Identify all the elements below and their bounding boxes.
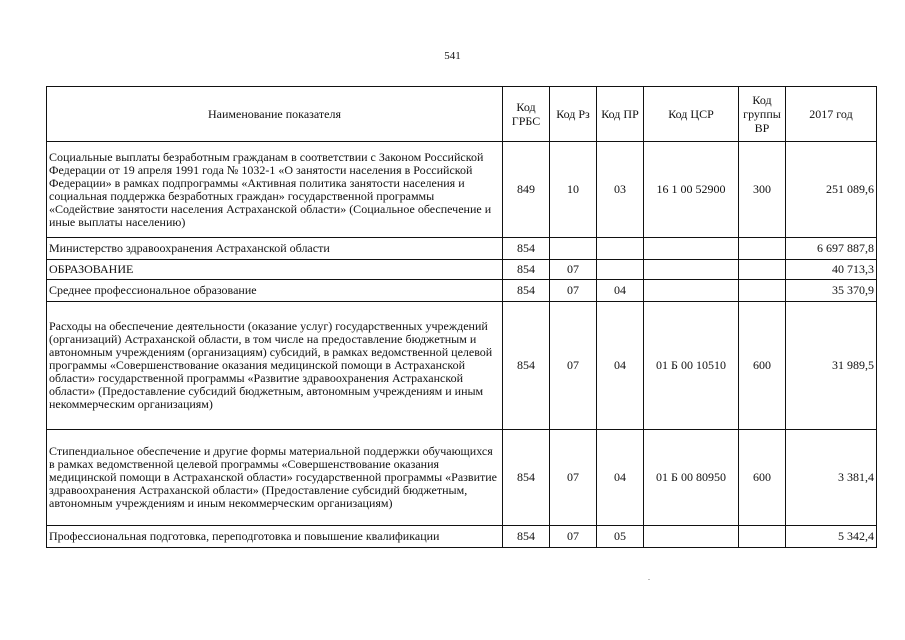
row-csr: 01 Б 00 10510 [644,302,739,430]
row-name: Министерство здравоохранения Астраханской области [47,238,503,260]
row-grbs: 849 [503,142,550,238]
row-csr [644,526,739,548]
row-pr: 04 [597,280,644,302]
row-csr: 16 1 00 52900 [644,142,739,238]
row-grbs: 854 [503,302,550,430]
row-vr [739,526,786,548]
row-grbs: 854 [503,260,550,280]
row-grbs: 854 [503,526,550,548]
row-pr [597,260,644,280]
row-vr [739,238,786,260]
row-rz: 07 [550,260,597,280]
row-name: Социальные выплаты безработным гражданам в соответствии с Законом Российской Федерации от 19 апреля 1991 года № 1032-1 «О занятости населения в Российской Федерации» в рамках подпрограммы «Активная политика занятости населения и социальная поддержка безработных граждан» государственной программы «Содействие занятости населения Астраханской области» (Социальное обеспечение и иные выплаты населению) [47,142,503,238]
row-amount: 3 381,4 [786,430,877,526]
row-rz: 07 [550,302,597,430]
header-rz: Код Рз [550,87,597,142]
table-row [47,260,877,280]
row-rz: 07 [550,280,597,302]
row-grbs: 854 [503,280,550,302]
row-pr: 03 [597,142,644,238]
row-vr: 600 [739,302,786,430]
row-amount: 5 342,4 [786,526,877,548]
row-name: Среднее профессиональное образование [47,280,503,302]
header-row [47,87,877,142]
row-grbs: 854 [503,238,550,260]
table-row [47,238,877,260]
header-vr: Код группы ВР [739,87,786,142]
row-csr [644,260,739,280]
table-row [47,302,877,430]
row-pr: 04 [597,430,644,526]
row-amount: 40 713,3 [786,260,877,280]
page-number: 541 [444,50,461,62]
row-name: Стипендиальное обеспечение и другие формы материальной поддержки обучающихся в рамках ведомственной целевой программы «Совершенствование оказания медицинской помощи в Астраханской области» государственной программы «Развитие здравоохранения Астраханской области» (Предоставление субсидий бюджетным, автономным учреждениям и иным некоммерческим организациям) [47,430,503,526]
header-csr: Код ЦСР [644,87,739,142]
row-pr [597,238,644,260]
table-row [47,142,877,238]
row-rz [550,238,597,260]
row-vr [739,260,786,280]
row-amount: 31 989,5 [786,302,877,430]
row-amount: 6 697 887,8 [786,238,877,260]
row-csr [644,280,739,302]
table-row [47,280,877,302]
table-row [47,430,877,526]
row-pr: 05 [597,526,644,548]
row-csr [644,238,739,260]
row-vr: 300 [739,142,786,238]
scan-artifact [648,579,650,580]
budget-table [46,86,877,548]
row-csr: 01 Б 00 80950 [644,430,739,526]
row-vr [739,280,786,302]
header-year: 2017 год [786,87,877,142]
header-grbs: Код ГРБС [503,87,550,142]
row-rz: 07 [550,430,597,526]
row-name: Расходы на обеспечение деятельности (оказание услуг) государственных учреждений (организаций) Астраханской области, в том числе на предоставление бюджетным и автономным учреждениям (организациям) субсидий, в рамках ведомственной целевой программы «Совершенствование оказания медицинской помощи в Астраханской области» государственной программы «Развитие здравоохранения Астраханской области» (Предоставление субсидий бюджетным, автономным учреждениям и иным некоммерческим организациям) [47,302,503,430]
row-grbs: 854 [503,430,550,526]
header-pr: Код ПР [597,87,644,142]
row-amount: 251 089,6 [786,142,877,238]
row-rz: 10 [550,142,597,238]
header-name: Наименование показателя [47,87,503,142]
row-vr: 600 [739,430,786,526]
row-name: ОБРАЗОВАНИЕ [47,260,503,280]
table-row [47,526,877,548]
row-name: Профессиональная подготовка, переподготовка и повышение квалификации [47,526,503,548]
row-pr: 04 [597,302,644,430]
row-amount: 35 370,9 [786,280,877,302]
row-rz: 07 [550,526,597,548]
